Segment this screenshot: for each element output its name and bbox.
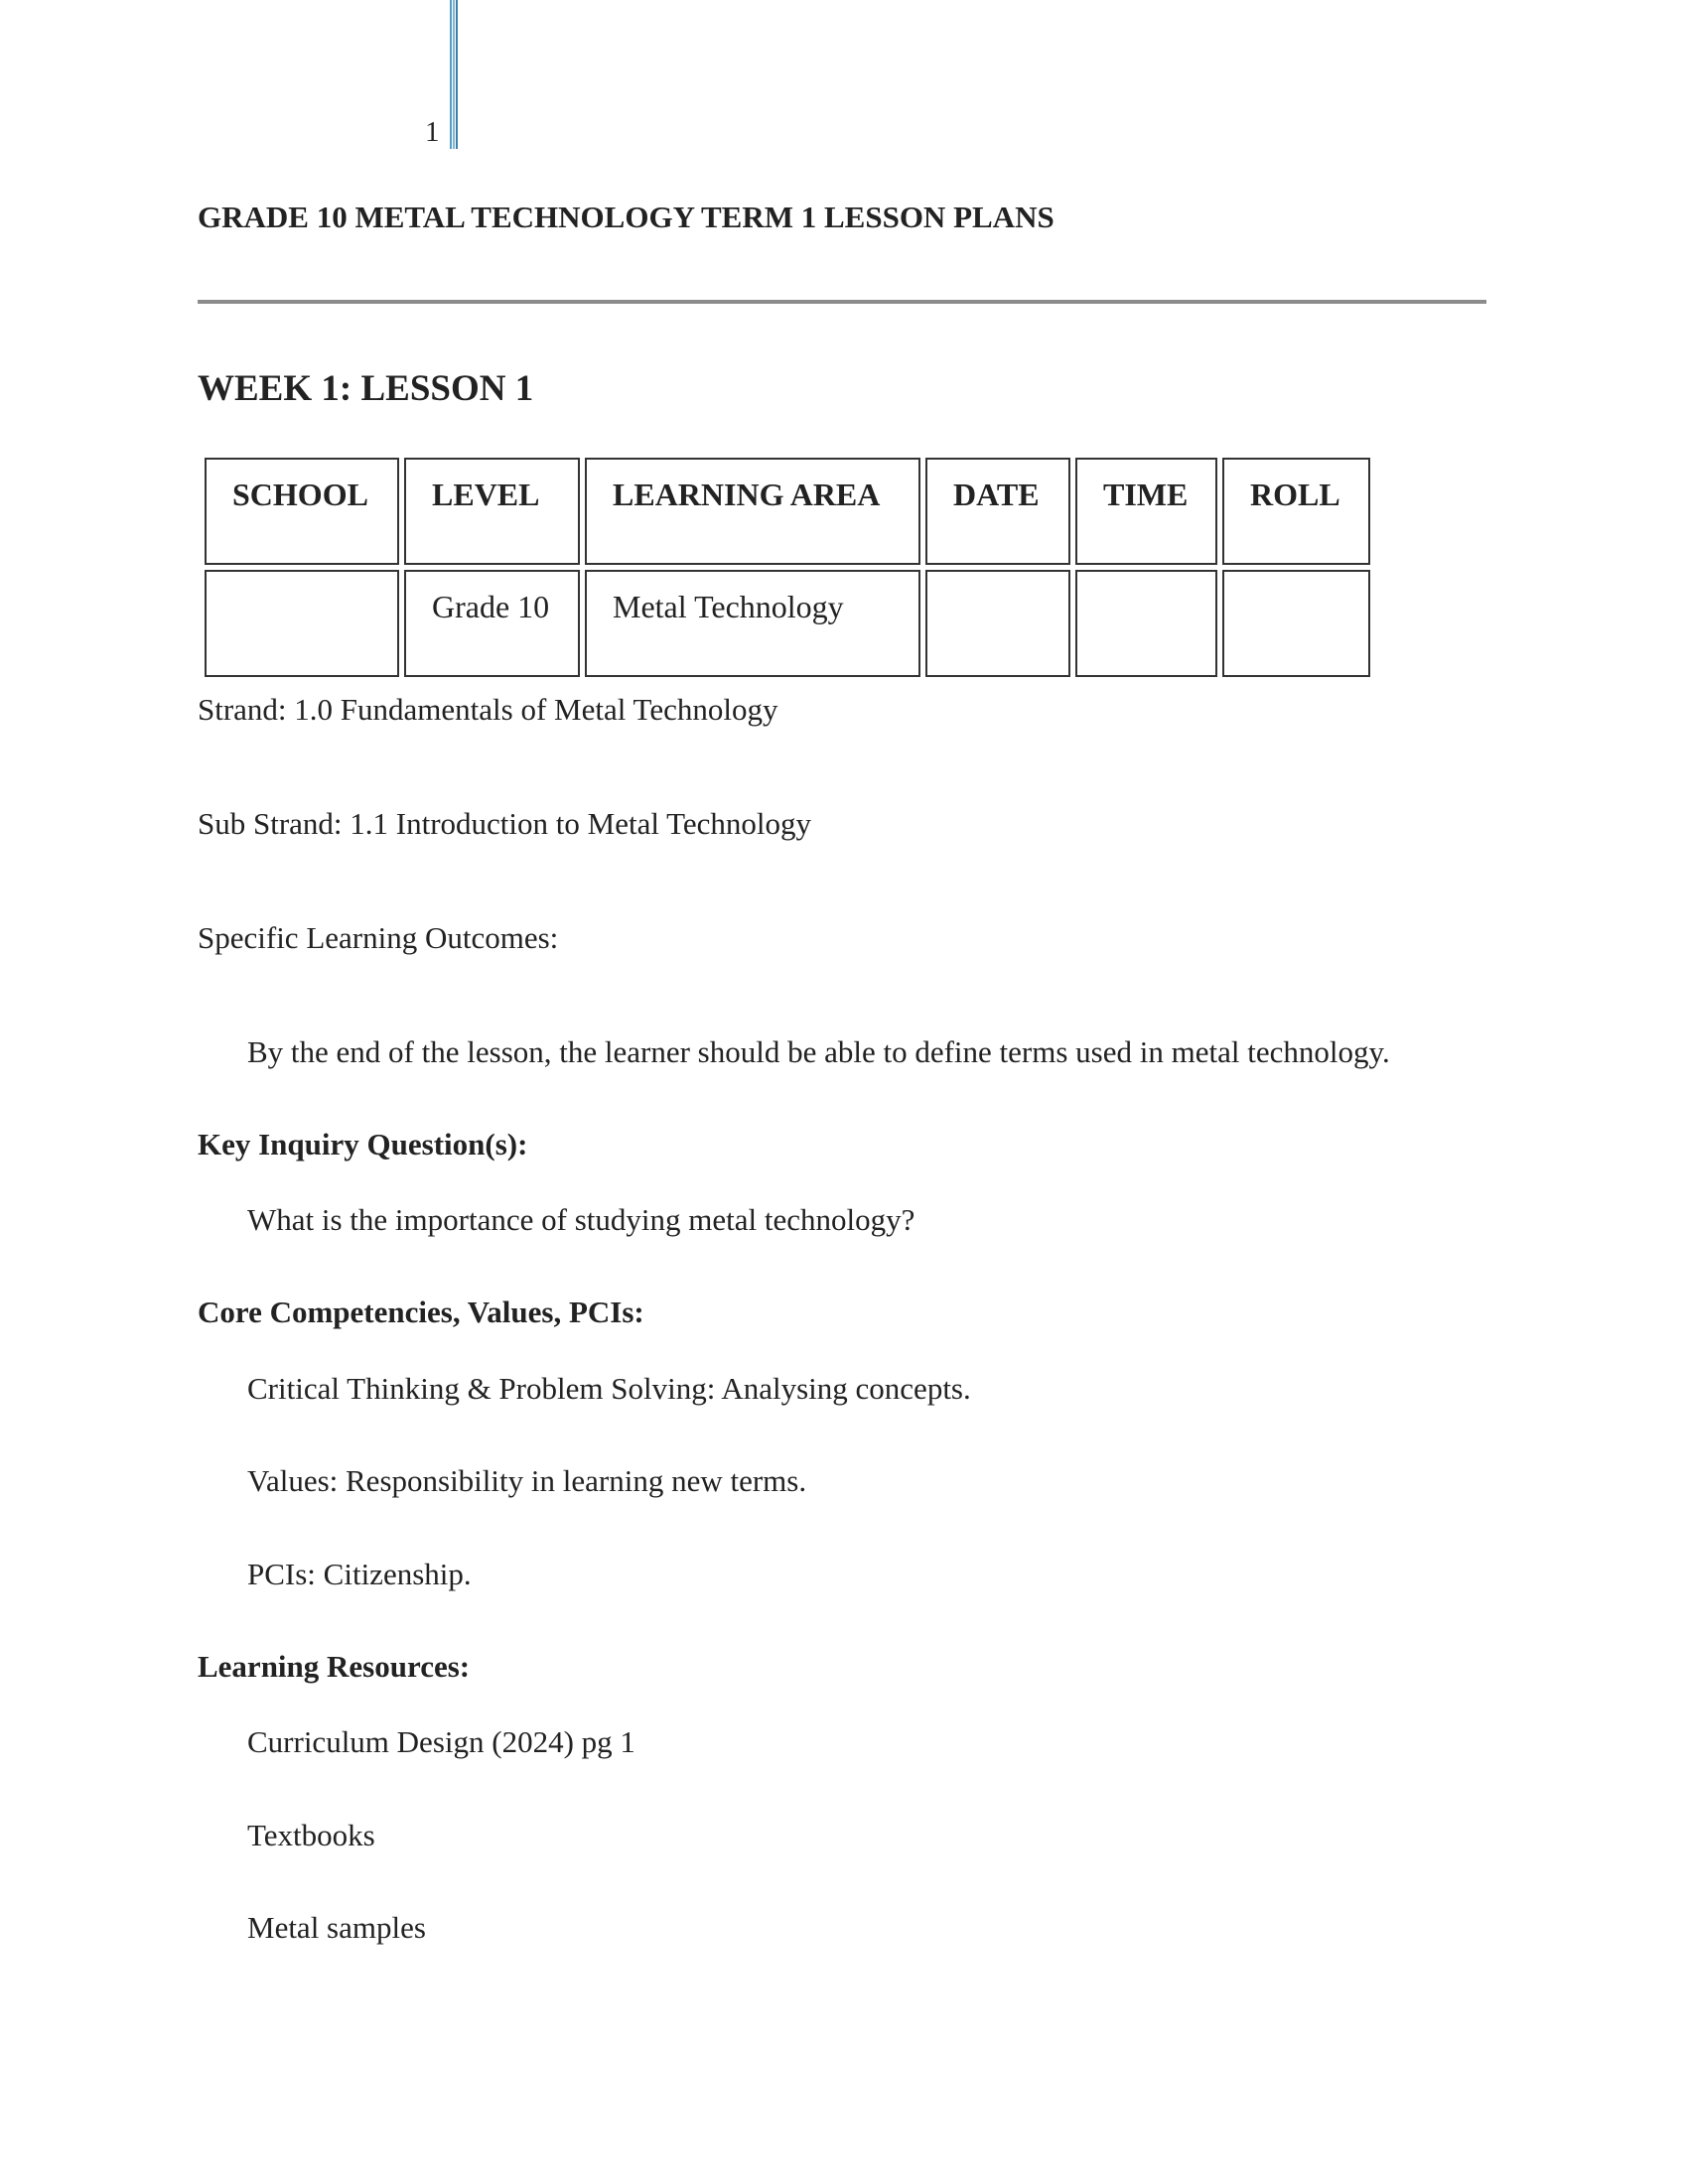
cell-time (1075, 570, 1217, 677)
cell-date (925, 570, 1070, 677)
table-header-row (205, 458, 1370, 565)
resource-item-metal-samples: Metal samples (247, 1910, 426, 1945)
slo-text: By the end of the lesson, the learner should be able to define terms used in metal technology. (247, 1034, 1390, 1069)
cell-school (205, 570, 399, 677)
resource-item-textbooks: Textbooks (247, 1818, 375, 1852)
lesson-heading: WEEK 1: LESSON 1 (198, 368, 534, 409)
cell-learning-area: Metal Technology (585, 570, 920, 677)
strand-line: Strand: 1.0 Fundamentals of Metal Technology (198, 692, 778, 727)
resource-item-curriculum: Curriculum Design (2024) pg 1 (247, 1724, 635, 1759)
core-item-values: Values: Responsibility in learning new terms. (247, 1463, 807, 1498)
cell-level: Grade 10 (404, 570, 580, 677)
table-row (205, 570, 1370, 677)
sub-strand-line: Sub Strand: 1.1 Introduction to Metal Technology (198, 806, 812, 841)
resources-label: Learning Resources: (198, 1649, 471, 1684)
header-school: SCHOOL (205, 458, 399, 565)
core-item-pcis: PCIs: Citizenship. (247, 1557, 472, 1591)
header-level: LEVEL (404, 458, 580, 565)
header-accent-bar (450, 0, 458, 149)
kiq-label: Key Inquiry Question(s): (198, 1127, 528, 1161)
cell-roll (1222, 570, 1370, 677)
title-divider (198, 300, 1486, 304)
slo-label: Specific Learning Outcomes: (198, 920, 559, 955)
lesson-info-table (200, 453, 1375, 682)
page-number: 1 (425, 116, 440, 148)
header-roll: ROLL (1222, 458, 1370, 565)
core-label: Core Competencies, Values, PCIs: (198, 1295, 644, 1329)
header-time: TIME (1075, 458, 1217, 565)
core-item-critical-thinking: Critical Thinking & Problem Solving: Analysing concepts. (247, 1371, 971, 1406)
header-date: DATE (925, 458, 1070, 565)
document-title: GRADE 10 METAL TECHNOLOGY TERM 1 LESSON PLANS (198, 200, 1055, 234)
header-learning-area: LEARNING AREA (585, 458, 920, 565)
kiq-text: What is the importance of studying metal technology? (247, 1202, 915, 1237)
